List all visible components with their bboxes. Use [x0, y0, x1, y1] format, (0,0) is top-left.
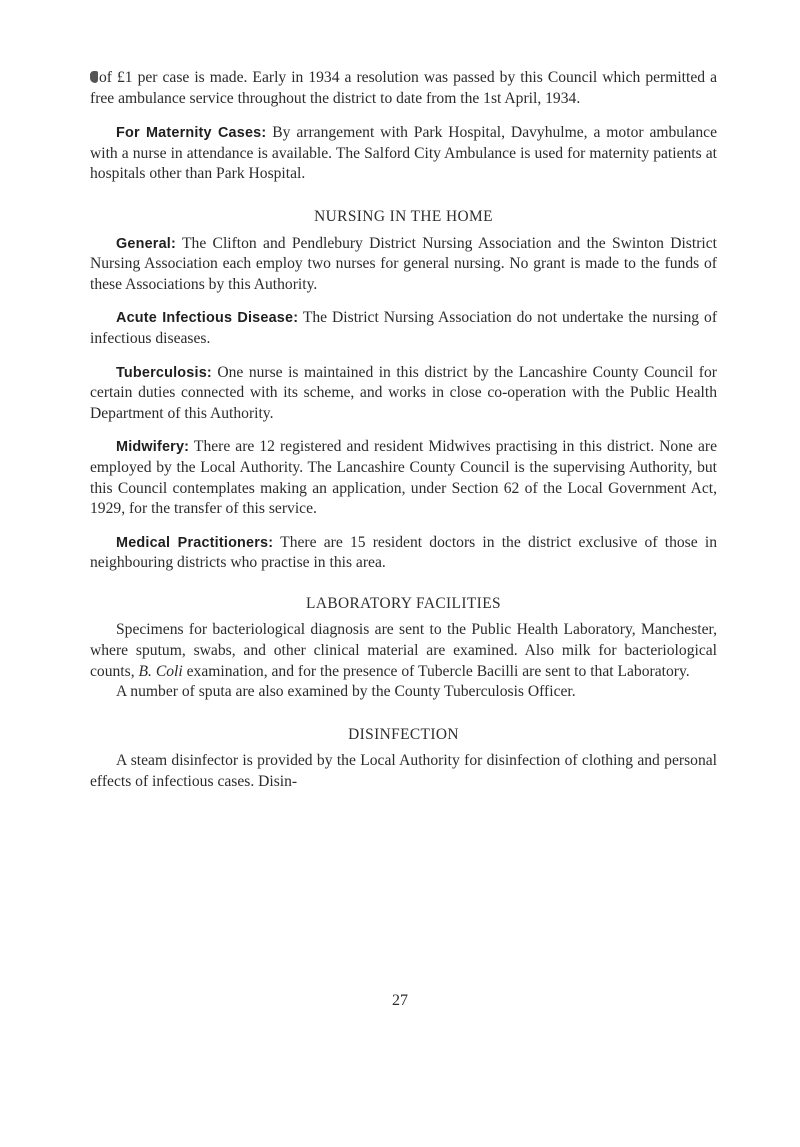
medical-paragraph	[90, 533, 717, 574]
laboratory-section-title: LABORATORY FACILITIES	[306, 594, 501, 612]
document-page	[90, 68, 717, 793]
tuberculosis-paragraph	[90, 363, 717, 425]
laboratory-text-after: examination, and for the presence of Tubercle Bacilli are sent to that Laboratory.	[186, 662, 690, 680]
laboratory-paragraph-2	[90, 682, 717, 703]
disinfection-paragraph	[90, 751, 717, 792]
laboratory-italic-term: B. Coli	[138, 662, 183, 680]
continuation-line-1: of £1 per case is made. Early in 1934 a resolution was passed by	[99, 69, 516, 86]
disinfection-text: A steam disinfector is provided by the Local Authority for disinfection of clothing and personal effects of infectious cases. Disin-	[90, 752, 717, 791]
laboratory-text-2: A number of sputa are also examined by the County Tuberculosis Officer.	[116, 683, 576, 701]
tuberculosis-heading: Tuberculosis:	[116, 364, 212, 381]
nursing-section-title: NURSING IN THE HOME	[314, 207, 493, 225]
acute-heading: Acute Infectious Disease:	[116, 310, 299, 327]
general-text: The Clifton and Pendlebury District Nursing Association and the Swinton District Nursing Association each employ two nurses for general nursing. No grant is made to the funds of these Associations by this Authority.	[90, 234, 717, 293]
midwifery-heading: Midwifery:	[116, 439, 190, 456]
continuation-line-3: the district to date from the 1st April, 1934.	[309, 89, 581, 107]
continuation-paragraph	[90, 68, 717, 109]
continuation-line-2: this Council which permitted a free ambulance service throughout	[90, 69, 717, 107]
ink-blot-icon	[90, 71, 98, 83]
disinfection-section-title: DISINFECTION	[348, 725, 459, 743]
laboratory-text-before: Specimens for bacteriological diagnosis are sent to the Public Health Laboratory, Manchester, where sputum, swabs, and other clinical material are examined. Also milk for bacteriological counts,	[90, 621, 717, 680]
acute-paragraph	[90, 308, 717, 349]
maternity-text: By arrangement with Park Hospital, Davyhulme, a motor ambulance with a nurse in attendance is available. The Salford City Ambulance is used for maternity patients at hospitals other than Park Hospital.	[90, 124, 717, 183]
medical-text: There are 15 resident doctors in the district exclusive of those in neighbouring districts who practise in this area.	[90, 533, 717, 572]
midwifery-paragraph	[90, 437, 717, 519]
maternity-heading: For Maternity Cases:	[116, 125, 267, 142]
medical-heading: Medical Practitioners:	[116, 534, 274, 551]
general-paragraph	[90, 234, 717, 296]
midwifery-text: There are 12 registered and resident Midwives practising in this district. None are employed by the Local Authority. The Lancashire County Council is the supervising Authority, but this Council contemplates making an application, under Section 62 of the Local Government Act, 1929, for the transfer of this service.	[90, 438, 718, 518]
maternity-paragraph	[90, 123, 717, 185]
tuberculosis-text: One nurse is maintained in this district by the Lancashire County Council for certain duties connected with its scheme, and works in close co-operation with the Public Health Department of this Authority.	[90, 363, 717, 422]
page-number: 27	[392, 992, 408, 1009]
general-heading: General:	[116, 235, 176, 252]
acute-text: The District Nursing Association do not undertake the nursing of infectious diseases.	[90, 309, 718, 347]
laboratory-paragraph-1	[90, 620, 717, 682]
